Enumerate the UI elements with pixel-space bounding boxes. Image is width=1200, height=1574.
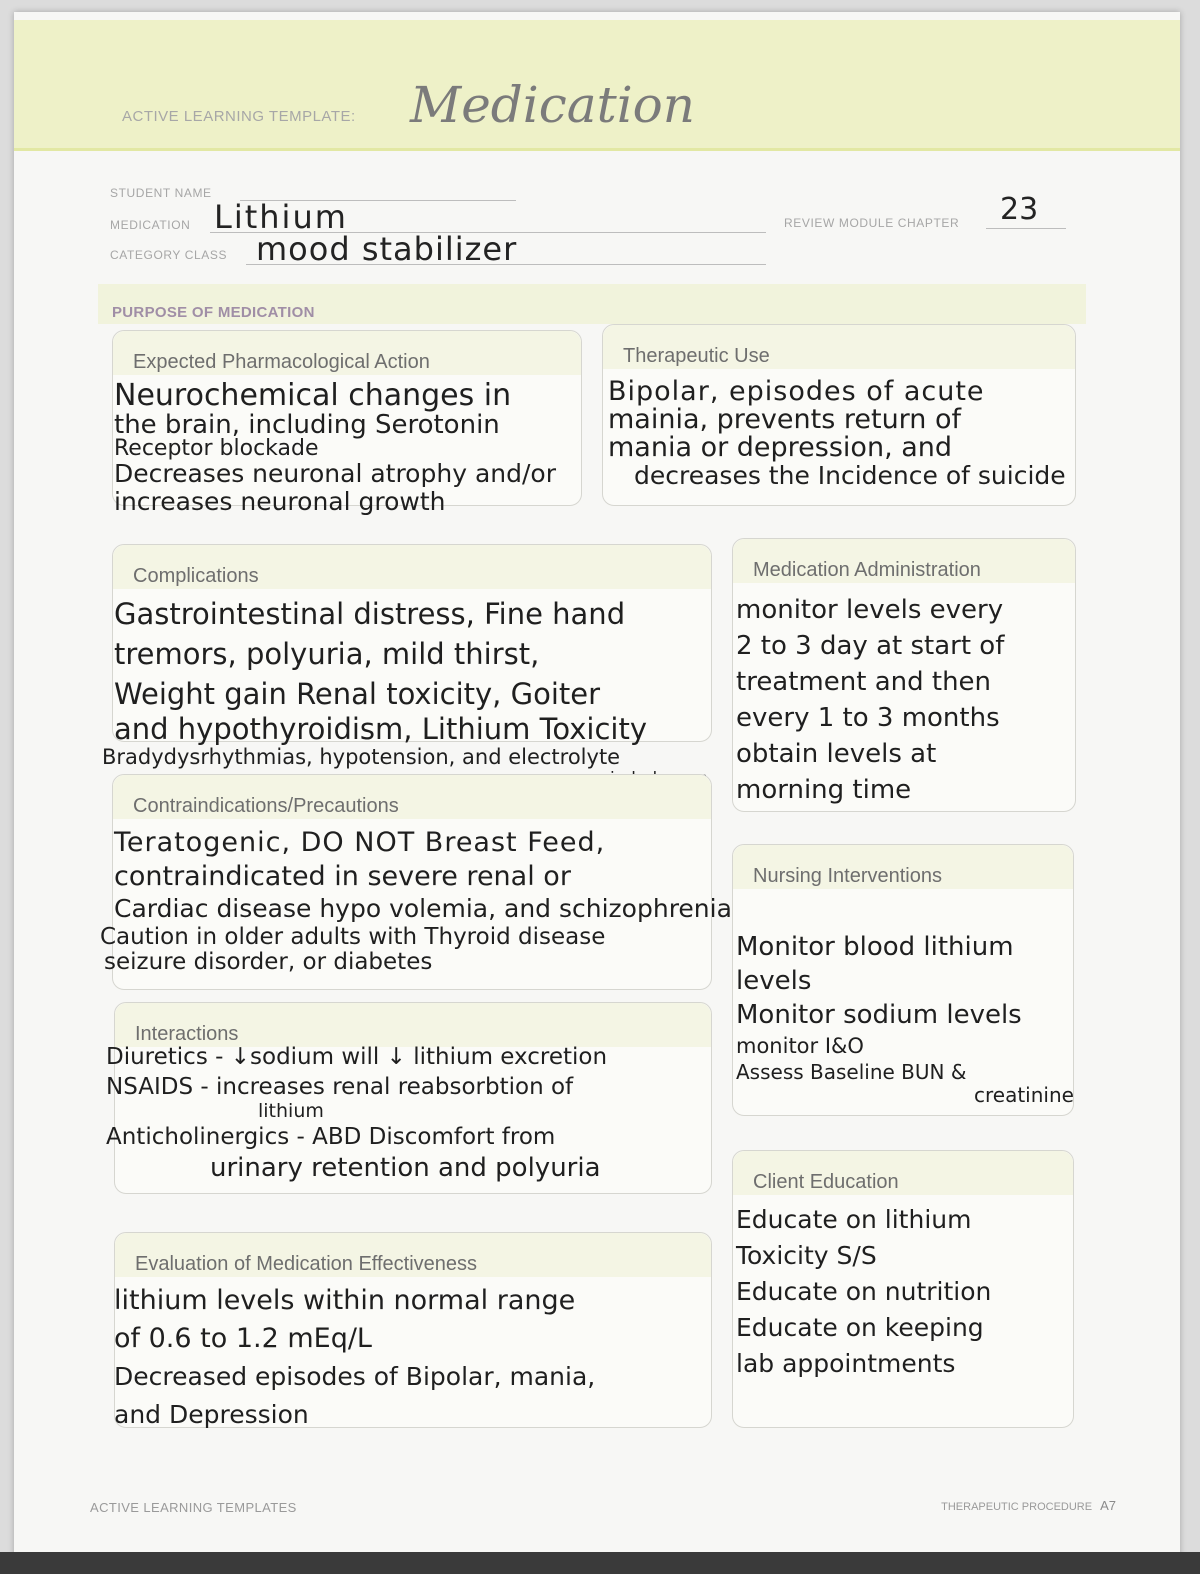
nursing-interventions-line: Monitor sodium levels [736,1000,1022,1030]
therapeutic-use-text[interactable] [608,378,1066,490]
nursing-interventions-line: monitor I&O [736,1034,864,1058]
therapeutic-use-line: mania or depression, and [608,432,953,463]
nursing-interventions-title: Nursing Interventions [753,865,942,887]
footer-left: ACTIVE LEARNING TEMPLATES [90,1500,297,1515]
therapeutic-use-line: mainia, prevents return of [608,404,962,435]
pharm-action-line: Neurochemical changes in [114,378,512,413]
interactions-line: NSAIDS - increases renal reabsorbtion of [106,1074,574,1100]
contraindications-text[interactable] [100,826,732,975]
medication-administration-line: obtain levels at [736,739,937,769]
header-prefix: ACTIVE LEARNING TEMPLATE: [122,108,356,125]
complications-line: and hypothyroidism, Lithium Toxicity [114,712,647,746]
interactions-line: urinary retention and polyuria [210,1153,601,1183]
contraindications-line: Caution in older adults with Thyroid disease [100,924,606,950]
client-education-line: Educate on lithium [736,1205,972,1234]
pharm-action-line: Receptor blockade [114,436,319,461]
complications-line: Weight gain Renal toxicity, Goiter [114,677,601,711]
client-education-line: Educate on keeping [736,1313,984,1342]
footer-right [941,1498,1116,1513]
contraindications-title: Contraindications/Precautions [133,795,399,817]
review-module-chapter-label: REVIEW MODULE CHAPTER [784,216,960,230]
complications-line: tremors, polyuria, mild thirst, [114,637,540,671]
medication-label: MEDICATION [110,218,191,232]
client-education-line: lab appointments [736,1349,956,1378]
medication-administration-line: treatment and then [736,667,992,697]
page-number: A7 [1100,1498,1116,1513]
therapeutic-use-title: Therapeutic Use [623,345,770,367]
evaluation-text[interactable] [114,1282,595,1434]
medication-value[interactable]: Lithium [214,198,348,236]
nursing-interventions-line: Monitor blood lithium [736,932,1014,962]
pharm-action-line: increases neuronal growth [114,487,446,516]
complications-line: Bradydysrhythmias, hypotension, and electrolyte [102,745,621,769]
template-page [14,12,1180,1560]
review-module-chapter-line [986,228,1066,229]
medication-administration-line: monitor levels every [736,595,1004,625]
contraindications-line: Cardiac disease hypo volemia, and schizophrenia [114,894,732,923]
evaluation-line: of 0.6 to 1.2 mEq/L [114,1323,372,1354]
medication-administration-line: 2 to 3 day at start of [736,631,1005,661]
evaluation-title: Evaluation of Medication Effectiveness [135,1253,478,1275]
nursing-interventions-line: creatinine [974,1083,1074,1107]
contraindications-line: seizure disorder, or diabetes [104,949,433,975]
interactions-line: Anticholinergics - ABD Discomfort from [106,1124,556,1150]
therapeutic-use-line: decreases the Incidence of suicide [634,461,1066,490]
purpose-label: PURPOSE OF MEDICATION [112,304,315,321]
contraindications-line: Teratogenic, DO NOT Breast Feed, [114,827,606,858]
interactions-title: Interactions [135,1023,239,1045]
review-module-chapter-value[interactable]: 23 [1000,192,1039,227]
pharm-action-line: the brain, including Serotonin [114,410,500,440]
medication-administration-line: morning time [736,775,912,805]
complications-text[interactable] [102,594,707,788]
interactions-text[interactable] [106,1042,607,1182]
category-class-label: CATEGORY CLASS [110,248,228,262]
client-education-title: Client Education [753,1171,899,1193]
category-class-value[interactable]: mood stabilizer [256,230,518,268]
therapeutic-use-line: Bipolar, episodes of acute [608,376,985,407]
evaluation-line: and Depression [114,1400,309,1429]
interactions-line: lithium [258,1100,324,1122]
pharm-action-text[interactable] [114,380,556,516]
contraindications-line: contraindicated in severe renal or [114,861,571,892]
medication-administration-title: Medication Administration [753,559,981,581]
pharm-action-title: Expected Pharmacological Action [133,351,430,373]
complications-title: Complications [133,565,259,587]
page-title: Medication [410,76,695,134]
pharm-action-line: Decreases neuronal atrophy and/or [114,459,556,488]
student-name-label: STUDENT NAME [110,186,212,200]
nursing-interventions-line: Assess Baseline BUN & [736,1060,967,1084]
client-education-line: Educate on nutrition [736,1277,992,1306]
interactions-line: Diuretics - ↓sodium will ↓ lithium excretion [106,1044,608,1070]
nursing-interventions-text[interactable] [736,930,1074,1106]
client-education-line: Toxicity S/S [736,1241,877,1270]
client-education-text[interactable] [736,1202,991,1382]
evaluation-line: Decreased episodes of Bipolar, mania, [114,1362,596,1391]
nursing-interventions-line: levels [736,966,812,996]
complications-line: Gastrointestinal distress, Fine hand [114,597,626,631]
medication-administration-text[interactable] [736,592,1004,808]
evaluation-line: lithium levels within normal range [114,1285,576,1316]
bottom-edge [0,1552,1200,1574]
footer-section-label: THERAPEUTIC PROCEDURE [941,1501,1093,1513]
medication-administration-line: every 1 to 3 months [736,703,1000,733]
